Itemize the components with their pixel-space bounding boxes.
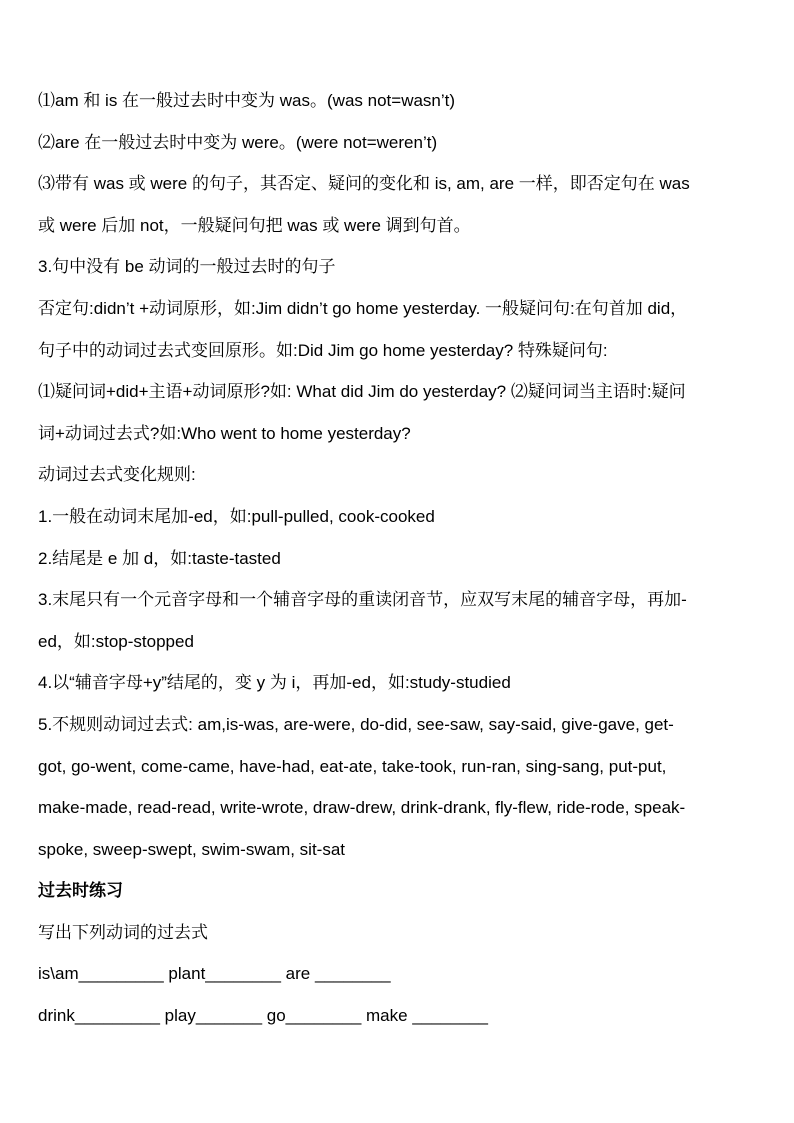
text-line: make-made, read-read, write-wrote, draw-drew, drink-drank, fly-flew, ride-rode, speak- (38, 798, 686, 818)
exercise-line: is\am_________ plant________ are ________ (38, 964, 391, 984)
text-line: 或 were 后加 not，一般疑问句把 was 或 were 调到句首。 (38, 215, 471, 235)
text-line: 否定句:didn’t +动词原形，如:Jim didn’t go home yesterday. 一般疑问句:在句首加 did， (38, 298, 688, 318)
text-line: ⑴疑问词+did+主语+动词原形?如: What did Jim do yesterday? ⑵疑问词当主语时:疑问 (38, 382, 686, 402)
text-line: got, go-went, come-came, have-had, eat-ate, take-took, run-ran, sing-sang, put-put, (38, 756, 667, 776)
exercise-line: drink_________ play_______ go________ make ________ (38, 1006, 488, 1026)
text-line: 2.结尾是 e 加 d，如:taste-tasted (38, 548, 281, 568)
text-line: ⑴am 和 is 在一般过去时中变为 was。(was not=wasn’t) (38, 91, 456, 110)
text-line: 动词过去式变化规则: (38, 465, 196, 485)
text-line: ⑵are 在一般过去时中变为 were。(were not=weren’t) (38, 132, 438, 152)
text-line: 3.句中没有 be 动词的一般过去时的句子 (38, 257, 336, 277)
section-title: 过去时练习 (38, 881, 123, 901)
text-line: 3.末尾只有一个元音字母和一个辅音字母的重读闭音节，应双写末尾的辅音字母，再加- (38, 590, 687, 610)
text-line: 5.不规则动词过去式: am,is-was, are-were, do-did, see-saw, say-said, give-gave, get- (38, 714, 674, 734)
text-line: ⑶带有 was 或 were 的句子，其否定、疑问的变化和 is, am, are 一样，即否定句在 was (38, 174, 690, 194)
text-line: 词+动词过去式?如:Who went to home yesterday? (38, 423, 411, 443)
document-page (38, 80, 754, 1037)
text-line: spoke, sweep-swept, swim-swam, sit-sat (38, 839, 346, 859)
exercise-instruction: 写出下列动词的过去式 (38, 922, 208, 942)
text-line: 句子中的动词过去式变回原形。如:Did Jim go home yesterday? 特殊疑问句: (38, 340, 608, 360)
text-line: 1.一般在动词末尾加-ed，如:pull-pulled, cook-cooked (38, 506, 435, 526)
text-line: 4.以“辅音字母+y”结尾的，变 y 为 i，再加-ed，如:study-studied (38, 673, 511, 693)
text-line: ed，如:stop-stopped (38, 631, 194, 651)
